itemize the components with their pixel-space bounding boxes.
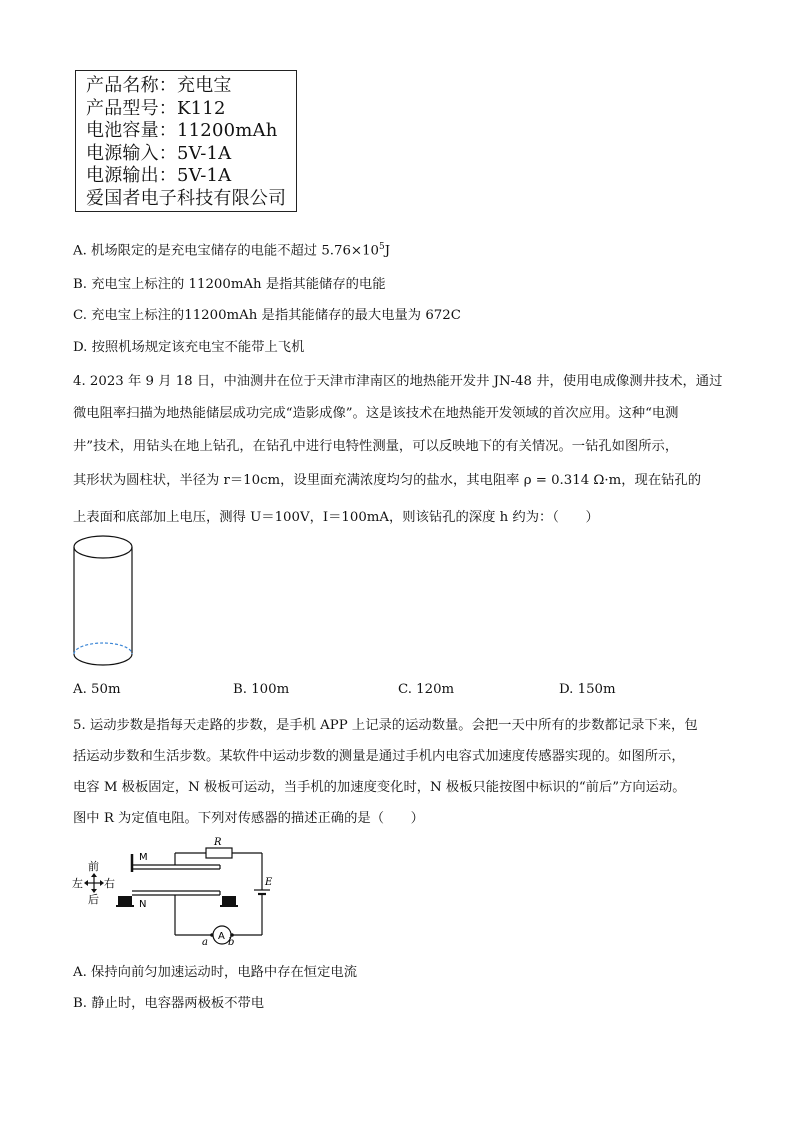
spec-line-input: 电源输入：5V-1A (86, 142, 232, 164)
direction-arrows-icon (84, 873, 104, 893)
spec-line-name: 产品名称：充电宝 (86, 75, 232, 96)
plate-m-label: M (139, 852, 148, 863)
q5-option-b: B. 静止时，电容器两极板不带电 (73, 996, 265, 1011)
q3-option-b: B. 充电宝上标注的 11200mAh 是指其能储存的电能 (73, 277, 386, 292)
q5-line-1: 5. 运动步数是指每天走路的步数，是手机 APP 上记录的运动数量。会把一天中所有的步数都记录下来，包 (73, 718, 698, 733)
q3-option-a-text: A. 机场限定的是充电宝储存的电能不超过 5.76×10 (73, 243, 379, 259)
q4-option-a: A. 50m (73, 682, 121, 697)
q4-line-1: 4. 2023 年 9 月 18 日，中油测井在位于天津市津南区的地热能开发井 JN-48 井，使用电成像测井技术，通过 (73, 374, 723, 389)
q5-line-3: 电容 M 极板固定，N 极板可运动，当手机的加速度变化时，N 极板只能按图中标识的“前后”方向运动。 (73, 780, 686, 795)
borehole-cylinder-figure (70, 532, 136, 670)
q3-option-a-unit: J (384, 243, 391, 259)
product-spec-box (75, 70, 297, 212)
q4-line-2: 微电阻率扫描为地热能储层成功完成“造影成像”。这是该技术在地热能开发领域的首次应用。这种“电测 (73, 406, 679, 421)
resistor-r (206, 848, 232, 858)
q4-line-5: 上表面和底部加上电压，测得 U＝100V，I＝100mA，则该钻孔的深度 h 约为：（ ） (73, 510, 599, 525)
q4-option-d: D. 150m (559, 682, 616, 697)
dir-back-label: 后 (88, 893, 99, 906)
q3-option-a (73, 238, 390, 260)
resistor-r-label: R (214, 837, 222, 848)
spring-support-right-icon (220, 896, 238, 906)
q4-option-c: C. 120m (398, 682, 455, 697)
q4-option-b: B. 100m (233, 682, 290, 697)
spec-line-capacity: 电池容量：11200mAh (86, 120, 278, 142)
spec-line-output: 电源输出：5V-1A (86, 165, 232, 187)
ammeter-label: A (218, 931, 225, 942)
capacitor-sensor-circuit (70, 837, 273, 948)
q3-option-c: C. 充电宝上标注的11200mAh 是指其能储存的最大电量为 672C (73, 308, 461, 323)
battery-e-label: E (265, 877, 273, 888)
spec-line-maker: 爱国者电子科技有限公司 (86, 187, 287, 209)
spring-support-left-icon (116, 896, 134, 906)
node-b-label: b (228, 937, 235, 948)
q4-line-4: 其形状为圆柱状，半径为 r＝10cm，设里面充满浓度均匀的盐水，其电阻率 ρ = 0.314 Ω·m，现在钻孔的 (73, 473, 702, 488)
q5-line-4: 图中 R 为定值电阻。下列对传感器的描述正确的是（ ） (73, 811, 424, 826)
spec-line-model: 产品型号：K112 (86, 97, 226, 119)
dir-left-label: 左 (72, 877, 83, 890)
dir-right-label: 右 (104, 877, 115, 890)
dir-front-label: 前 (88, 860, 99, 873)
q5-line-2: 括运动步数和生活步数。某软件中运动步数的测量是通过手机内电容式加速度传感器实现的。如图所示， (73, 749, 685, 764)
q3-option-a-exponent: 5 (379, 242, 385, 252)
q3-option-d: D. 按照机场规定该充电宝不能带上飞机 (73, 340, 305, 355)
q4-line-3: 井”技术，用钻头在地上钻孔，在钻孔中进行电特性测量，可以反映地下的有关情况。一钻孔如图所示， (73, 439, 679, 454)
q5-option-a: A. 保持向前匀加速运动时，电路中存在恒定电流 (73, 965, 357, 980)
node-a-label: a (202, 937, 208, 948)
plate-n-label: N (139, 899, 147, 910)
